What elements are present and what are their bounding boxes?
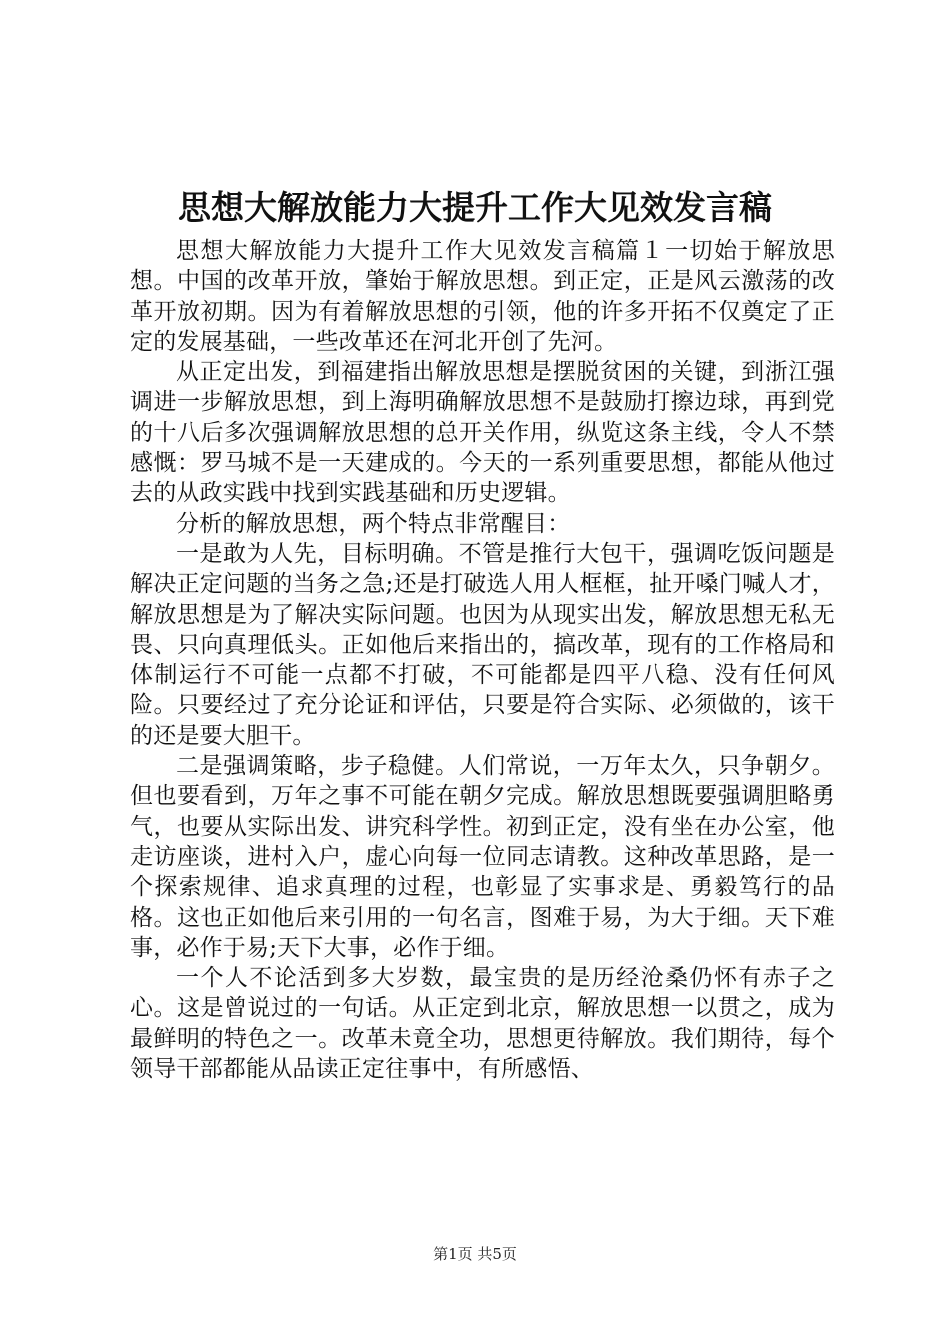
document-title: 思想大解放能力大提升工作大见效发言稿 (178, 188, 772, 227)
paragraph-4: 一是敢为人先，目标明确。不管是推行大包干，强调吃饭问题是解决正定问题的当务之急;还是打破选人用人框框，扯开嗓门喊人才，解放思想是为了解决实际问题。也因为从现实出发，解放思想无私无畏、只向真理低头。正如他后来指出的，搞改革，现有的工作格局和体制运行不可能一点都不打破，不可能都是四平八稳、没有任何风险。只要经过了充分论证和评估，只要是符合实际、必须做的，该干的还是要大胆干。 (130, 540, 835, 749)
page-footer: 第1页 共5页 (433, 1245, 517, 1263)
paragraph-3: 分析的解放思想，两个特点非常醒目： (176, 510, 571, 537)
paragraph-5: 二是强调策略，步子稳健。人们常说，一万年太久，只争朝夕。但也要看到，万年之事不可能在朝夕完成。解放思想既要强调胆略勇气，也要从实际出发、讲究科学性。初到正定，没有坐在办公室，他走访座谈，进村入户，虚心向每一位同志请教。这种改革思路，是一个探索规律、追求真理的过程，也彰显了实事求是、勇毅笃行的品格。这也正如他后来引用的一句名言，图难于易，为大于细。天下难事，必作于易;天下大事，必作于细。 (130, 753, 835, 961)
paragraph-1: 思想大解放能力大提升工作大见效发言稿篇１一切始于解放思想。中国的改革开放，肇始于解放思想。到正定，正是风云激荡的改革开放初期。因为有着解放思想的引领，他的许多开拓不仅奠定了正定的发展基础，一些改革还在河北开创了先河。 (130, 238, 835, 355)
paragraph-2: 从正定出发，到福建指出解放思想是摆脱贫困的关键，到浙江强调进一步解放思想，到上海明确解放思想不是鼓励打擦边球，再到党的十八后多次强调解放思想的总开关作用，纵览这条主线，令人不禁感慨：罗马城不是一天建成的。今天的一系列重要思想，都能从他过去的从政实践中找到实践基础和历史逻辑。 (130, 359, 835, 507)
paragraph-6: 一个人不论活到多大岁数，最宝贵的是历经沧桑仍怀有赤子之心。这是曾说过的一句话。从正定到北京，解放思想一以贯之，成为最鲜明的特色之一。改革未竟全功，思想更待解放。我们期待，每个领导干部都能从品读正定往事中，有所感悟、 (130, 965, 835, 1083)
document-body (130, 236, 835, 1084)
